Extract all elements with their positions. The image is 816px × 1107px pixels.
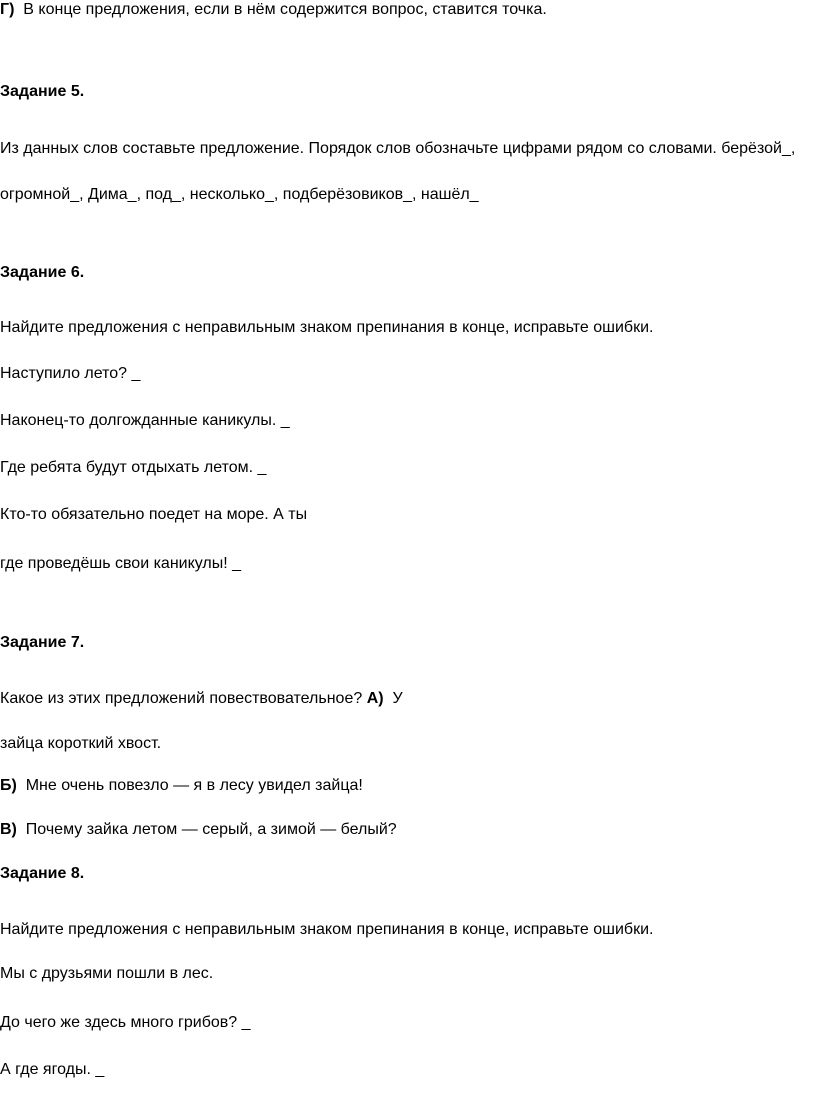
task-8-sentence: До чего же здесь много грибов? _	[0, 1014, 251, 1031]
task-8-instruction: Найдите предложения с неправильным знаком препинания в конце, исправьте ошибки.	[0, 921, 654, 938]
task-5-words: огромной_, Дима_, под_, несколько_, подберёзовиков_, нашёл_	[0, 186, 479, 203]
task-7-question-line	[0, 689, 403, 709]
task-6-sentence: Где ребята будут отдыхать летом. _	[0, 459, 267, 476]
option-label: Г)	[0, 1, 15, 18]
option-label: А)	[366, 690, 384, 707]
task-7-title: Задание 7.	[0, 634, 85, 651]
option-a-text-start: У	[392, 690, 403, 707]
option-c-line	[0, 820, 397, 840]
task-6-sentence: Наступило лето? _	[0, 365, 141, 382]
option-c-text: Почему зайка летом — серый, а зимой — белый?	[25, 821, 397, 838]
option-label: В)	[0, 821, 17, 838]
task-7-question: Какое из этих предложений повествовательное?	[0, 690, 363, 707]
task-5-title: Задание 5.	[0, 83, 85, 100]
task-6-sentence: где проведёшь свои каникулы! _	[0, 555, 242, 572]
task-8-sentence: А где ягоды. _	[0, 1061, 105, 1078]
option-a-text-cont: зайца короткий хвост.	[0, 735, 162, 752]
task-8-sentence: Мы с друзьями пошли в лес.	[0, 965, 214, 982]
option-b-line	[0, 776, 363, 796]
task-6-sentence: Кто-то обязательно поедет на море. А ты	[0, 506, 308, 523]
task-5-instruction: Из данных слов составьте предложение. Порядок слов обозначьте цифрами рядом со словами. берёзой_,	[0, 140, 796, 157]
option-label: Б)	[0, 777, 17, 794]
option-b-text: Мне очень повезло — я в лесу увидел зайца!	[25, 777, 363, 794]
intro-text: В конце предложения, если в нём содержится вопрос, ставится точка.	[23, 1, 547, 18]
task-6-title: Задание 6.	[0, 264, 85, 281]
task-8-title: Задание 8.	[0, 865, 85, 882]
intro-line	[0, 0, 547, 20]
task-6-instruction: Найдите предложения с неправильным знаком препинания в конце, исправьте ошибки.	[0, 319, 654, 336]
task-6-sentence: Наконец-то долгожданные каникулы. _	[0, 412, 290, 429]
